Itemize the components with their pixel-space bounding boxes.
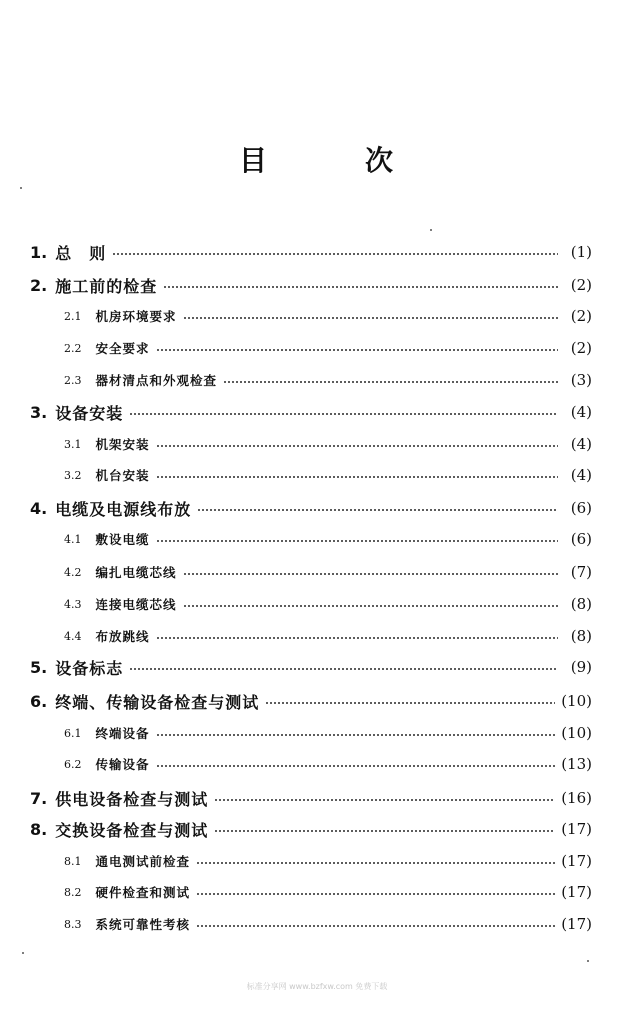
- toc-entry-number: 5.: [30, 657, 48, 677]
- toc-entry-title: 硬件检查和测试: [95, 885, 191, 900]
- toc-entry-title: 器材清点和外观检查: [95, 373, 218, 388]
- toc-entry-page: (1): [570, 243, 592, 261]
- footer-watermark: 标准分享网 www.bzfxw.com 免费下载: [246, 982, 388, 991]
- toc-entry-page: (13): [561, 755, 592, 773]
- toc-dot-leader: [183, 605, 558, 607]
- toc-entry-title: 施工前的检查: [55, 276, 158, 296]
- toc-entry-page: (2): [570, 276, 592, 294]
- toc-entry-number: 2.: [30, 275, 48, 295]
- scan-speck: [587, 960, 589, 962]
- toc-entry-page: (17): [561, 915, 592, 933]
- toc-entry: [64, 561, 592, 583]
- toc-entry-number: 6.: [30, 691, 48, 711]
- toc-entry-page: (9): [570, 658, 592, 676]
- toc-dot-leader: [156, 765, 556, 767]
- toc-entry-title: 终端设备: [95, 726, 150, 741]
- toc-entry-title: 机台安装: [95, 468, 150, 483]
- toc-entry-number: 3.: [30, 402, 48, 422]
- toc-entry-title: 设备安装: [55, 403, 124, 423]
- toc-entry-title: 敷设电缆: [95, 532, 150, 547]
- toc-dot-leader: [156, 476, 558, 478]
- toc-entry: [30, 274, 592, 296]
- toc-entry-number: 4.4: [64, 629, 82, 643]
- toc-entry-page: (17): [561, 883, 592, 901]
- toc-dot-leader: [156, 445, 558, 447]
- toc-entry-number: 3.1: [64, 437, 82, 451]
- toc-entry: [64, 337, 592, 359]
- toc-dot-leader: [197, 509, 558, 511]
- toc-entry-page: (4): [570, 435, 592, 453]
- toc-entry-page: (6): [570, 530, 592, 548]
- toc-entry: [30, 787, 592, 809]
- toc-entry: [30, 401, 592, 423]
- toc-entry-title: 电缆及电源线布放: [55, 499, 192, 519]
- toc-entry: [64, 850, 592, 872]
- toc-entry-page: (4): [570, 466, 592, 484]
- toc-entry-number: 8.1: [64, 854, 82, 868]
- toc-entry: [64, 625, 592, 647]
- toc-entry-number: 4.2: [64, 565, 82, 579]
- toc-entry-number: 4.3: [64, 597, 82, 611]
- toc-dot-leader: [163, 286, 558, 288]
- toc-entry-number: 4.: [30, 498, 48, 518]
- toc-entry-page: (4): [570, 403, 592, 421]
- toc-entry-title: 布放跳线: [95, 629, 150, 644]
- toc-entry: [64, 881, 592, 903]
- toc-dot-leader: [196, 862, 555, 864]
- toc-entry-title: 传输设备: [95, 757, 150, 772]
- toc-entry-title: 设备标志: [55, 658, 124, 678]
- toc-entry-title: 连接电缆芯线: [95, 597, 177, 612]
- toc-entry-title: 供电设备检查与测试: [55, 789, 209, 809]
- toc-entry-number: 8.3: [64, 917, 82, 931]
- toc-entry-number: 2.1: [64, 309, 82, 323]
- toc-entry-number: 6.1: [64, 726, 82, 740]
- toc-entry-page: (17): [561, 820, 592, 838]
- toc-dot-leader: [156, 734, 556, 736]
- toc-entry: [64, 433, 592, 455]
- toc-entry-page: (6): [570, 499, 592, 517]
- toc-entry-number: 8.2: [64, 885, 82, 899]
- toc-dot-leader: [129, 413, 558, 415]
- toc-dot-leader: [214, 830, 555, 832]
- toc-entry: [64, 305, 592, 327]
- toc-entry: [30, 818, 592, 840]
- scan-speck: [430, 229, 432, 231]
- toc-dot-leader: [265, 702, 555, 704]
- page-title: [236, 139, 396, 179]
- toc-dot-leader: [112, 253, 558, 255]
- toc-entry-number: 8.: [30, 819, 48, 839]
- toc-entry: [30, 690, 592, 712]
- toc-entry-page: (16): [561, 789, 592, 807]
- toc-entry-number: 2.3: [64, 373, 82, 387]
- toc-entry-title: 安全要求: [95, 341, 150, 356]
- toc-dot-leader: [223, 381, 558, 383]
- toc-dot-leader: [129, 668, 558, 670]
- toc-dot-leader: [183, 573, 558, 575]
- toc-entry-title: 系统可靠性考核: [95, 917, 191, 932]
- toc-entry-number: 6.2: [64, 757, 82, 771]
- toc-entry-page: (2): [570, 307, 592, 325]
- toc-entry-title: 交换设备检查与测试: [55, 820, 209, 840]
- toc-entry-number: 7.: [30, 788, 48, 808]
- toc-dot-leader: [196, 925, 555, 927]
- toc-dot-leader: [196, 893, 555, 895]
- scan-speck: [22, 952, 24, 954]
- toc-entry: [30, 497, 592, 519]
- toc-entry-title: 终端、传输设备检查与测试: [55, 692, 260, 712]
- toc-entry-title: 总 则: [55, 243, 107, 263]
- toc-entry-title: 机架安装: [95, 437, 150, 452]
- toc-entry-page: (8): [570, 627, 592, 645]
- toc-entry: [64, 528, 592, 550]
- toc-entry-page: (7): [570, 563, 592, 581]
- toc-entry-page: (17): [561, 852, 592, 870]
- toc-entry: [64, 913, 592, 935]
- toc-entry-title: 机房环境要求: [95, 309, 177, 324]
- toc-dot-leader: [183, 317, 558, 319]
- toc-entry: [64, 722, 592, 744]
- toc-entry-page: (2): [570, 339, 592, 357]
- toc-entry-number: 4.1: [64, 532, 82, 546]
- toc-entry: [64, 753, 592, 775]
- toc-entry: [30, 656, 592, 678]
- toc-entry-title: 编扎电缆芯线: [95, 565, 177, 580]
- toc-dot-leader: [156, 349, 558, 351]
- toc-entry-title: 通电测试前检查: [95, 854, 191, 869]
- scan-speck: [20, 187, 22, 189]
- toc-entry-page: (10): [561, 692, 592, 710]
- title-char-1: 目: [238, 144, 267, 177]
- toc-dot-leader: [214, 799, 555, 801]
- toc-dot-leader: [156, 637, 558, 639]
- toc-entry: [64, 464, 592, 486]
- toc-entry-number: 3.2: [64, 468, 82, 482]
- toc-entry: [30, 241, 592, 263]
- toc-entry-page: (3): [570, 371, 592, 389]
- toc-entry-number: 1.: [30, 242, 48, 262]
- title-char-2: 次: [364, 144, 393, 177]
- toc-entry: [64, 369, 592, 391]
- toc-entry-page: (10): [561, 724, 592, 742]
- toc-entry-page: (8): [570, 595, 592, 613]
- toc-entry-number: 2.2: [64, 341, 82, 355]
- toc-entry: [64, 593, 592, 615]
- toc-dot-leader: [156, 540, 558, 542]
